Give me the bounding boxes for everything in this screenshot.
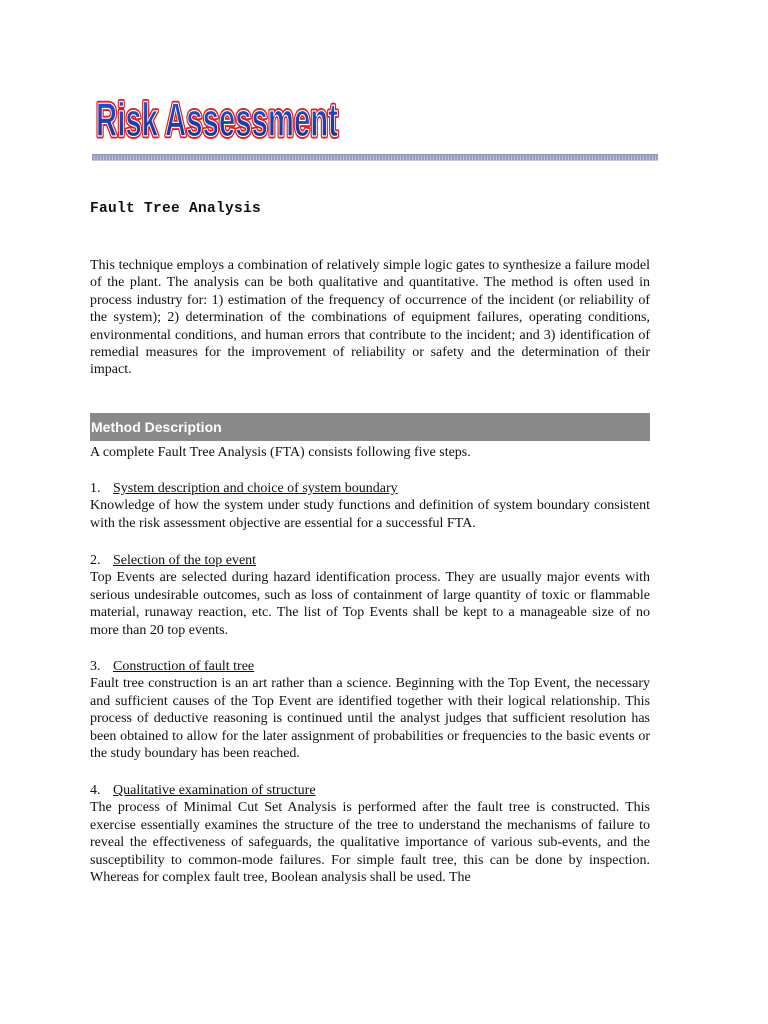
step-title: Selection of the top event	[113, 553, 257, 568]
section-title: Fault Tree Analysis	[90, 201, 262, 217]
step-heading	[90, 552, 650, 569]
step-heading	[90, 658, 650, 675]
method-description-heading: Method Description	[90, 413, 650, 441]
step-1	[90, 480, 650, 532]
logo-outline-text: Risk Assessment	[96, 93, 339, 144]
step-heading	[90, 480, 650, 497]
step-3	[90, 658, 650, 762]
step-body: The process of Minimal Cut Set Analysis is performed after the fault tree is constructed. This exercise essentially examines the structure of the tree to understand the mechanisms of failure to reveal the effectiveness of safeguards, the qualitative importance of various sub-events, and the susceptibility to common-mode failures. For simple fault tree, this can be done by inspection. Whereas for complex fault tree, Boolean analysis shall be used. The	[90, 800, 650, 886]
step-body: Top Events are selected during hazard identification process. They are usually major events with serious undesirable outcomes, such as loss of containment of large quantity of toxic or flammable material, runaway reaction, etc. The list of Top Events shall be kept to a manageable size of no more than 20 top events.	[90, 570, 650, 638]
step-number: 4.	[90, 783, 101, 798]
header-divider	[92, 154, 658, 161]
step-title: Construction of fault tree	[113, 659, 255, 674]
risk-assessment-logo	[92, 92, 342, 144]
method-intro-text: A complete Fault Tree Analysis (FTA) consists following five steps.	[90, 445, 471, 460]
intro-paragraph: This technique employs a combination of relatively simple logic gates to synthesize a failure model of the plant. The analysis can be both qualitative and quantitative. The method is often used in process industry for: 1) estimation of the frequency of occurrence of the incident (or reliability of the system); 2) determination of the combinations of equipment failures, operating conditions, environmental conditions, and human errors that contribute to the incident; and 3) identification of remedial measures for the improvement of reliability or safety and the determination of their impact.	[90, 258, 650, 378]
step-number: 2.	[90, 553, 101, 568]
step-2	[90, 552, 650, 639]
logo-fill-text: Risk Assessment	[96, 93, 339, 144]
step-title: System description and choice of system boundary	[113, 481, 398, 496]
step-number: 1.	[90, 481, 101, 496]
step-4	[90, 782, 650, 886]
step-number: 3.	[90, 659, 101, 674]
step-title: Qualitative examination of structure	[113, 783, 316, 798]
step-body: Knowledge of how the system under study functions and definition of system boundary consistent with the risk assessment objective are essential for a successful FTA.	[90, 498, 650, 531]
step-body: Fault tree construction is an art rather than a science. Beginning with the Top Event, the necessary and sufficient causes of the Top Event are identified together with their logical relationship. This process of deductive reasoning is continued until the analyst judges that sufficient resolution has been obtained to allow for the later assignment of probabilities or frequencies to the basic events or the study boundary has been reached.	[90, 676, 650, 762]
step-heading	[90, 782, 650, 799]
